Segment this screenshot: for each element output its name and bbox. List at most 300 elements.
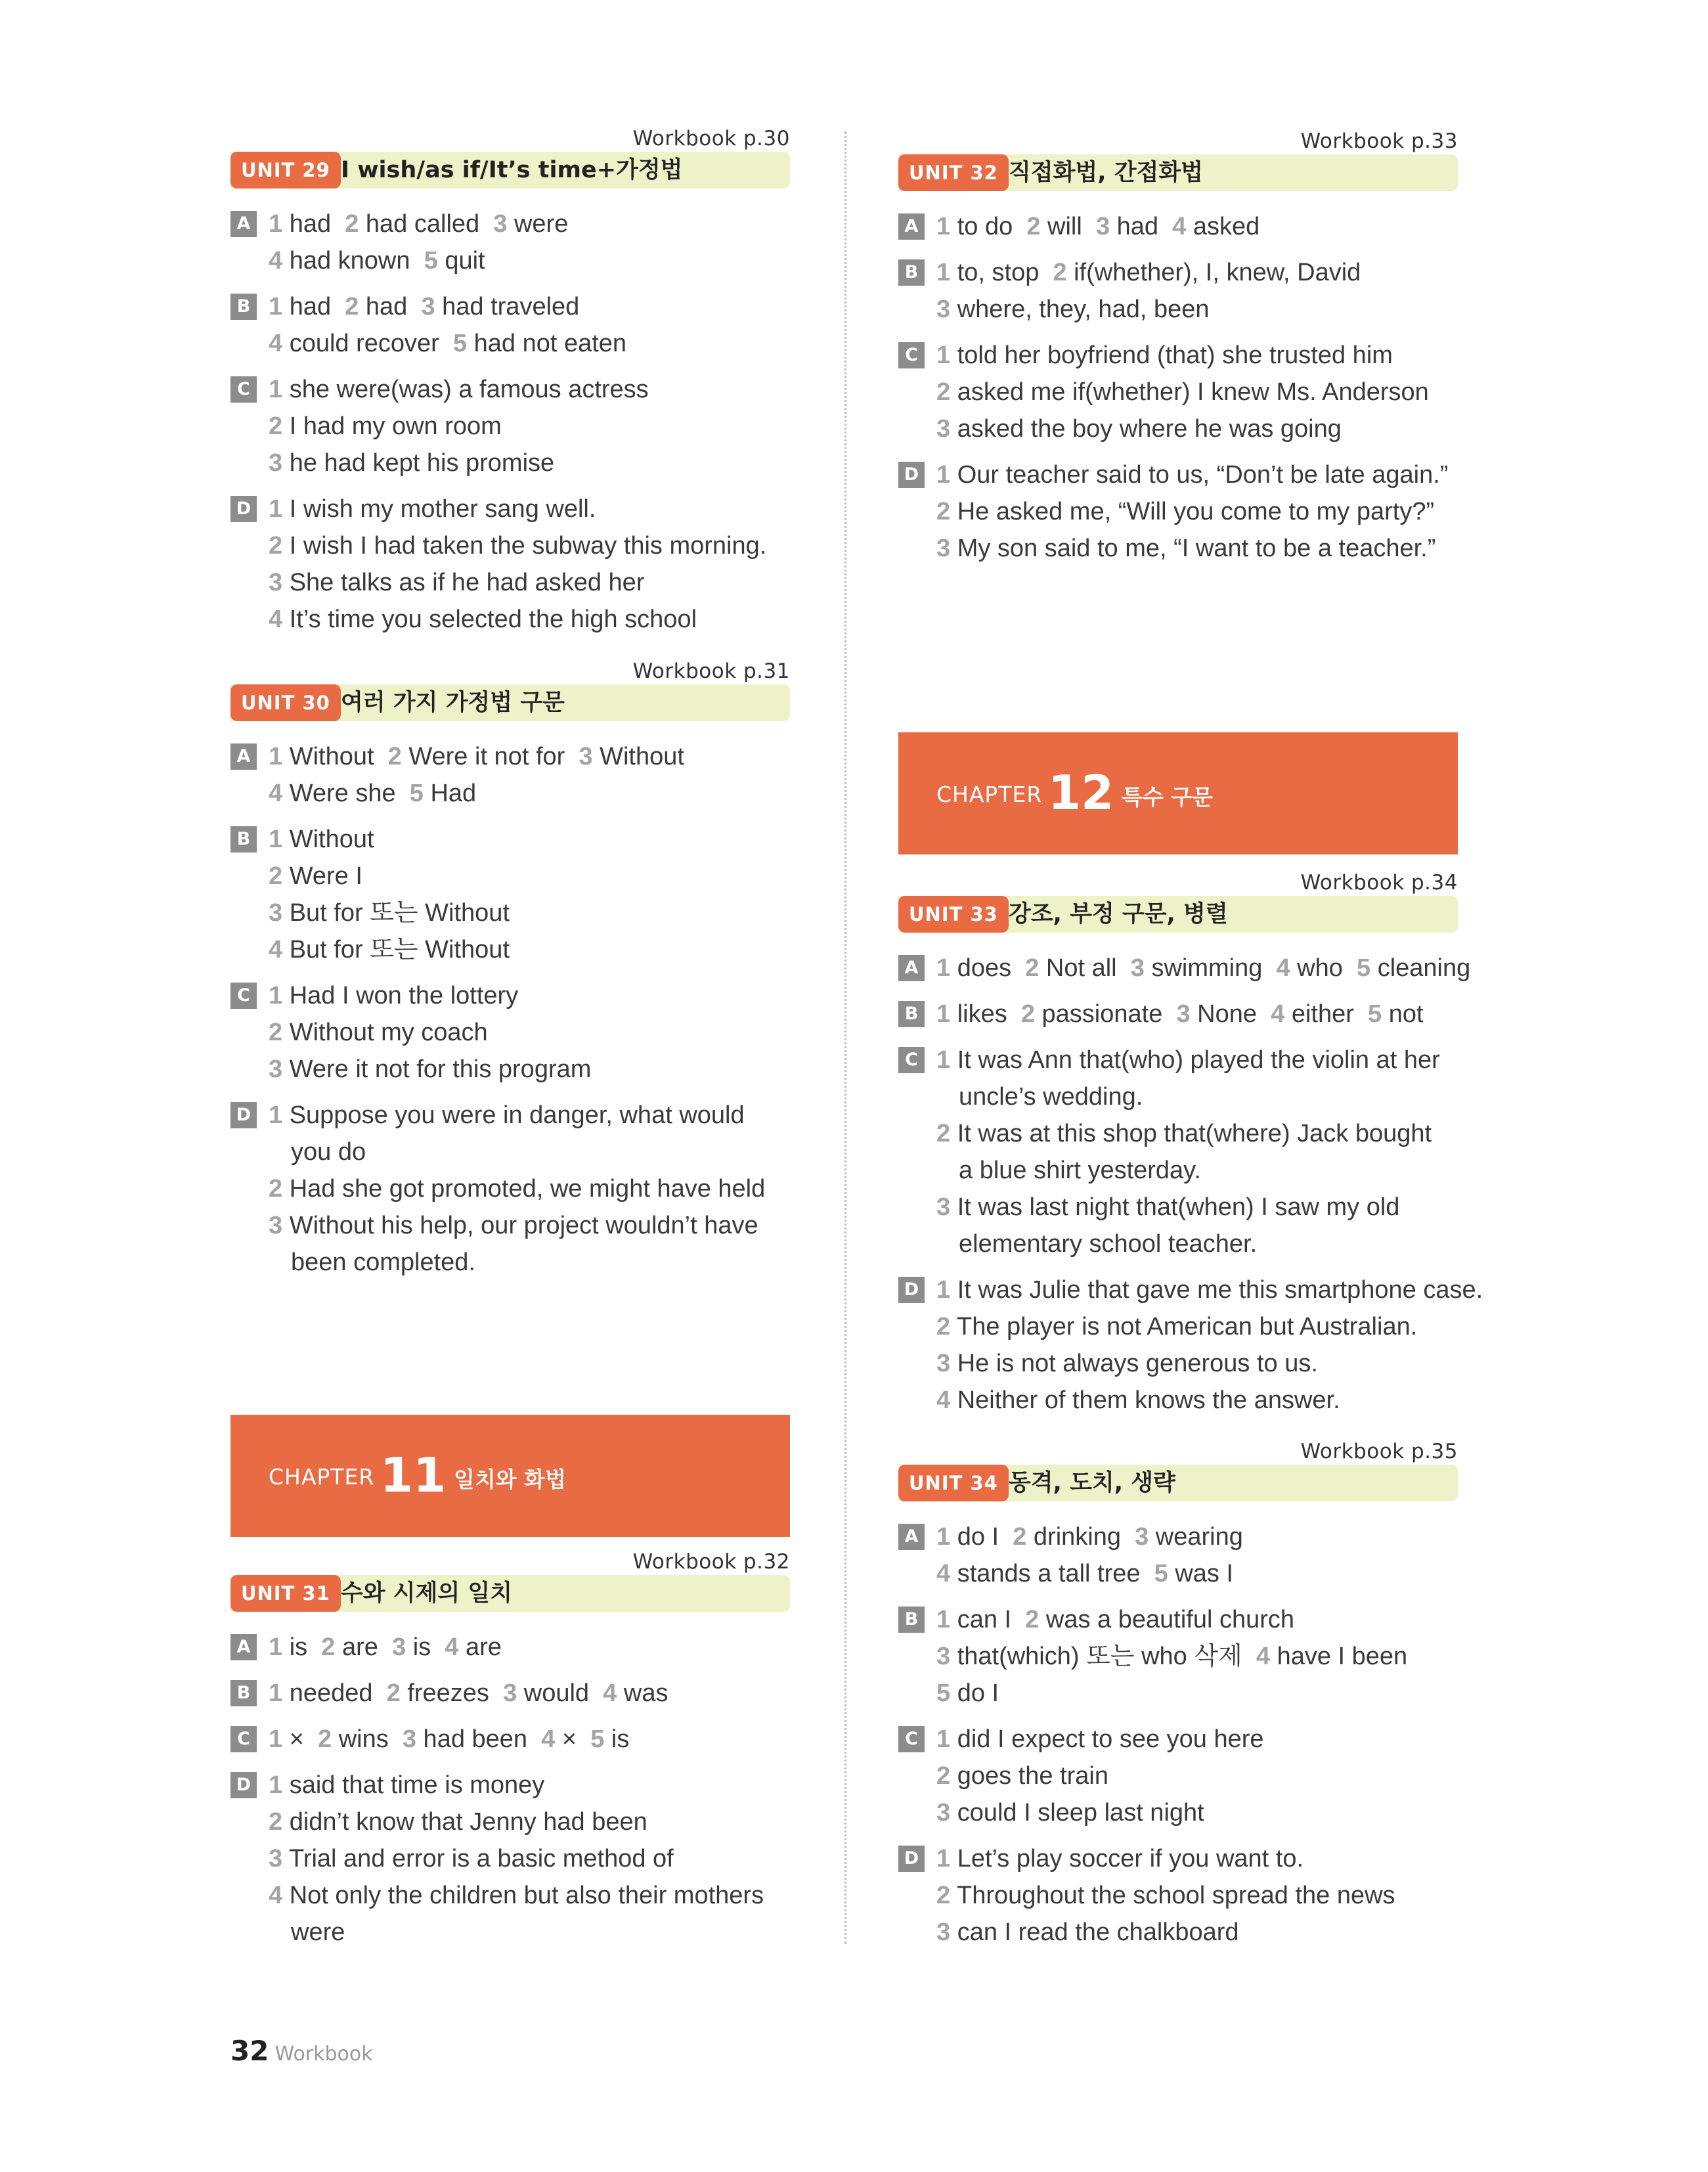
item-number: 1: [936, 213, 951, 240]
answer-line: [269, 569, 644, 596]
answer-text: had: [1110, 213, 1173, 240]
answer-text: It was at this shop that(where) Jack bought: [950, 1120, 1432, 1147]
answer-text: It was Julie that gave me this smartphone case.: [950, 1276, 1483, 1304]
item-number: 2: [345, 293, 359, 321]
answer-text: Without: [282, 743, 388, 770]
item-number: 2: [1025, 1606, 1040, 1633]
answer-text: asked: [1186, 213, 1260, 240]
chapter-banner: [230, 1415, 790, 1537]
answer-line: [936, 1846, 1303, 1872]
item-number: 4: [269, 330, 283, 357]
answer-text: will: [1040, 213, 1096, 240]
answer-text: Not only the children but also their mothers: [282, 1882, 764, 1909]
answer-text: asked the boy where he was going: [950, 415, 1342, 443]
answer-line: [269, 1882, 764, 1909]
answer-text: was a beautiful church: [1039, 1606, 1295, 1633]
item-number: 4: [603, 1679, 617, 1707]
answer-text: Were I: [282, 862, 362, 890]
answer-text: you do: [291, 1138, 366, 1166]
unit-tag: UNIT 30: [230, 684, 341, 721]
answer-text: are: [458, 1633, 502, 1661]
answer-line: [269, 937, 510, 963]
answer-line: [936, 342, 1393, 368]
answer-text: None: [1190, 1000, 1271, 1028]
answer-line: [936, 955, 1470, 981]
answer-text: Had I won the lottery: [282, 982, 519, 1009]
item-number: 3: [269, 899, 283, 927]
answer-line: [936, 1350, 1318, 1377]
answer-line: [936, 1387, 1340, 1413]
answer-line: [936, 499, 1434, 525]
answer-line: [936, 1680, 999, 1706]
item-number: 3: [392, 1633, 406, 1661]
item-number: 2: [936, 378, 951, 406]
answer-text: Throughout the school spread the news: [950, 1882, 1395, 1909]
answer-text: told her boyfriend (that) she trusted him: [950, 342, 1393, 369]
answer-text: It was last night that(when) I saw my old: [950, 1193, 1400, 1221]
answer-line: [936, 1726, 1264, 1752]
answer-text: is: [406, 1633, 445, 1661]
section-letter-badge: B: [898, 259, 925, 286]
section-letter-badge: A: [898, 1524, 925, 1550]
item-number: 3: [402, 1725, 416, 1753]
unit-tag: UNIT 32: [898, 154, 1009, 191]
item-number: 2: [936, 1120, 951, 1147]
answer-line: [269, 1846, 674, 1872]
answer-line: [269, 533, 766, 559]
unit-title: 직접화법, 간접화법: [1009, 160, 1203, 186]
answer-text: likes: [950, 1000, 1021, 1028]
item-number: 2: [269, 862, 283, 890]
item-number: 1: [936, 259, 951, 286]
item-number: 4: [1172, 213, 1187, 240]
answer-text: was I: [1168, 1560, 1234, 1587]
item-number: 4: [541, 1725, 556, 1753]
item-number: 2: [318, 1725, 332, 1753]
item-number: 1: [269, 376, 283, 403]
item-number: 3: [1130, 954, 1145, 982]
answer-line: [269, 1019, 488, 1046]
answer-line: [269, 376, 649, 403]
section-letter-badge: D: [230, 496, 257, 522]
page-footer: [230, 2035, 373, 2067]
chapter-banner: [898, 732, 1458, 854]
section-letter-badge: C: [230, 376, 257, 403]
unit-tag: UNIT 29: [230, 152, 341, 188]
answer-text: He asked me, “Will you come to my party?”: [950, 498, 1435, 525]
answer-text: ×: [555, 1725, 591, 1753]
answer-text: had been: [416, 1725, 542, 1753]
answer-line: [269, 743, 684, 770]
answer-text: had called: [359, 210, 494, 238]
unit-header: [898, 1465, 1458, 1501]
answer-text: wearing: [1149, 1523, 1243, 1551]
answer-text: Had: [423, 780, 477, 807]
answer-text: he had kept his promise: [282, 449, 555, 477]
workbook-page-ref: Workbook p.31: [632, 659, 790, 683]
answer-line: [936, 379, 1429, 405]
item-number: 3: [936, 1193, 951, 1221]
section-letter-badge: C: [230, 1726, 257, 1752]
answer-line: [269, 863, 362, 889]
section-letter-badge: B: [230, 826, 257, 853]
item-number: 3: [936, 1918, 951, 1946]
item-number: 1: [269, 495, 283, 523]
answer-line: [936, 1047, 1440, 1073]
answer-text: Neither of them knows the answer.: [950, 1386, 1340, 1414]
answer-text: drinking: [1026, 1523, 1135, 1551]
answer-text: swimming: [1144, 954, 1277, 982]
workbook-page-ref: Workbook p.35: [1300, 1440, 1458, 1463]
answer-text: have I been: [1270, 1643, 1408, 1670]
item-number: 5: [590, 1725, 605, 1753]
answer-text: could I sleep last night: [950, 1799, 1204, 1827]
chapter-number: 12: [1048, 765, 1114, 820]
brand-name: Workbook: [274, 2043, 373, 2066]
item-number: 5: [1357, 954, 1371, 982]
answer-text: are: [335, 1633, 393, 1661]
section-letter-badge: D: [230, 1102, 257, 1128]
answer-line: [936, 259, 1361, 286]
answer-text: is: [282, 1633, 322, 1661]
item-number: 3: [936, 1350, 951, 1377]
unit-title: 여러 가지 가정법 구문: [341, 690, 565, 716]
workbook-page-ref: Workbook p.32: [632, 1550, 790, 1574]
answer-text: Our teacher said to us, “Don’t be late again.”: [950, 461, 1449, 489]
item-number: 2: [936, 1762, 951, 1790]
section-letter-badge: D: [898, 1277, 925, 1303]
item-number: 1: [936, 954, 951, 982]
answer-text: Were she: [282, 780, 410, 807]
answer-text: had: [359, 293, 422, 321]
item-number: 2: [936, 1313, 951, 1341]
answer-text: uncle’s wedding.: [959, 1083, 1143, 1111]
item-number: 3: [936, 415, 951, 443]
answer-text: where, they, had, been: [950, 296, 1210, 323]
section-letter-badge: C: [230, 983, 257, 1009]
item-number: 4: [1256, 1643, 1271, 1670]
unit-header: [230, 684, 790, 721]
answer-text: not: [1382, 1000, 1424, 1028]
section-letter-badge: B: [898, 1607, 925, 1633]
item-number: 1: [269, 293, 283, 321]
answer-text: did I expect to see you here: [950, 1725, 1264, 1753]
item-number: 1: [936, 1606, 951, 1633]
answer-line: [936, 462, 1448, 488]
answer-text: I had my own room: [282, 412, 502, 440]
unit-tag: UNIT 34: [898, 1465, 1009, 1501]
unit-title: 강조, 부정 구문, 병렬: [1009, 901, 1228, 927]
item-number: 1: [269, 826, 283, 853]
item-number: 1: [936, 1276, 951, 1304]
item-number: 3: [579, 743, 593, 770]
answer-line: [269, 211, 568, 237]
item-number: 4: [445, 1633, 459, 1661]
item-number: 3: [1176, 1000, 1191, 1028]
answer-text: had traveled: [435, 293, 580, 321]
answer-text: quit: [437, 247, 485, 275]
answer-text: goes the train: [950, 1762, 1108, 1790]
item-number: 2: [1020, 1000, 1035, 1028]
answer-line: [291, 1139, 366, 1165]
item-number: 4: [936, 1560, 951, 1587]
chapter-title: 특수 구문: [1122, 784, 1214, 810]
answer-text: if(whether), I, knew, David: [1066, 259, 1361, 286]
chapter-label: CHAPTER: [936, 782, 1043, 807]
item-number: 3: [936, 1643, 951, 1670]
unit-title: 수와 시제의 일치: [341, 1580, 513, 1607]
item-number: 3: [936, 296, 951, 323]
answer-text: It’s time you selected the high school: [282, 606, 697, 633]
item-number: 3: [493, 210, 508, 238]
answer-text: Without: [282, 826, 374, 853]
section-letter-badge: C: [898, 342, 925, 368]
answer-text: I wish my mother sang well.: [282, 495, 596, 523]
item-number: 1: [269, 1771, 283, 1799]
answer-line: [291, 1249, 475, 1275]
item-number: 2: [387, 743, 402, 770]
answer-line: [291, 1919, 345, 1945]
answer-text: had: [282, 210, 345, 238]
item-number: 1: [269, 743, 283, 770]
answer-text: said that time is money: [282, 1771, 545, 1799]
answer-text: to do: [950, 213, 1027, 240]
item-number: 1: [936, 1845, 951, 1873]
answer-line: [269, 294, 579, 320]
item-number: 3: [936, 1799, 951, 1827]
answer-text: who: [1290, 954, 1357, 982]
answer-line: [269, 1772, 544, 1798]
answer-line: [269, 826, 374, 853]
answer-line: [269, 413, 502, 439]
item-number: 5: [936, 1679, 951, 1707]
answer-text: would: [517, 1679, 603, 1707]
unit-tag: UNIT 33: [898, 896, 1009, 933]
answer-text: was: [617, 1679, 668, 1707]
answer-line: [936, 1643, 1407, 1670]
unit-header: [898, 154, 1458, 191]
answer-text: Let’s play soccer if you want to.: [950, 1845, 1304, 1873]
answer-text: ×: [282, 1725, 318, 1753]
item-number: 1: [936, 342, 951, 369]
answer-line: [269, 1102, 745, 1128]
section-letter-badge: D: [898, 1846, 925, 1872]
answer-text: do I: [950, 1679, 999, 1707]
unit-header: [230, 1575, 790, 1612]
item-number: 3: [421, 293, 435, 321]
item-number: 1: [269, 1725, 283, 1753]
answer-line: [959, 1231, 1257, 1257]
answer-line: [269, 983, 518, 1009]
item-number: 2: [936, 498, 951, 525]
chapter-label: CHAPTER: [269, 1464, 375, 1490]
section-letter-badge: A: [898, 213, 925, 240]
item-number: 1: [936, 1523, 951, 1551]
item-number: 5: [1154, 1560, 1168, 1587]
answer-text: been completed.: [291, 1249, 475, 1276]
section-letter-badge: B: [230, 294, 257, 320]
answer-line: [936, 296, 1209, 322]
item-number: 2: [321, 1633, 336, 1661]
answer-text: passionate: [1034, 1000, 1177, 1028]
answer-line: [936, 1800, 1204, 1826]
answer-line: [269, 1809, 647, 1835]
answer-text: Without: [592, 743, 684, 770]
answer-line: [936, 213, 1259, 240]
answer-line: [936, 1277, 1483, 1303]
answer-text: either: [1284, 1000, 1369, 1028]
item-number: 4: [269, 606, 283, 633]
item-number: 2: [345, 210, 359, 238]
item-number: 5: [424, 247, 438, 275]
item-number: 1: [269, 210, 283, 238]
answer-line: [936, 1607, 1294, 1633]
section-letter-badge: A: [230, 1634, 257, 1660]
item-number: 4: [936, 1386, 951, 1414]
item-number: 2: [269, 532, 283, 560]
item-number: 1: [936, 1046, 951, 1074]
answer-text: Trial and error is a basic method of: [282, 1845, 674, 1873]
answer-line: [936, 1001, 1424, 1027]
answer-text: stands a tall tree: [950, 1560, 1154, 1587]
answer-text: But for 또는 Without: [282, 899, 510, 927]
answer-text: can I read the chalkboard: [950, 1918, 1239, 1946]
answer-line: [269, 780, 476, 807]
answer-text: could recover: [282, 330, 453, 357]
answer-line: [936, 1919, 1239, 1945]
item-number: 2: [936, 1882, 951, 1909]
answer-line: [936, 1314, 1417, 1340]
answer-line: [959, 1084, 1143, 1110]
chapter-number: 11: [380, 1448, 447, 1503]
section-letter-badge: D: [898, 462, 925, 488]
answer-line: [269, 1056, 591, 1082]
column-divider: [844, 131, 846, 1944]
answer-line: [959, 1157, 1201, 1184]
answer-text: elementary school teacher.: [959, 1230, 1258, 1258]
answer-line: [936, 1524, 1243, 1550]
answer-line: [269, 1726, 629, 1752]
item-number: 3: [1095, 213, 1110, 240]
answer-text: It was Ann that(who) played the violin at her: [950, 1046, 1440, 1074]
item-number: 3: [269, 1055, 283, 1083]
unit-header: [230, 152, 790, 188]
answer-text: needed: [282, 1679, 387, 1707]
answer-line: [936, 535, 1435, 562]
chapter-title: 일치와 화법: [454, 1467, 566, 1492]
item-number: 5: [452, 330, 468, 357]
item-number: 2: [269, 1808, 283, 1836]
item-number: 3: [936, 535, 951, 562]
answer-line: [269, 248, 485, 274]
answer-text: didn’t know that Jenny had been: [282, 1808, 647, 1836]
answer-text: But for 또는 Without: [282, 936, 510, 964]
item-number: 1: [269, 1679, 283, 1707]
answer-text: cleaning: [1370, 954, 1471, 982]
answer-text: My son said to me, “I want to be a teacher.”: [950, 535, 1436, 562]
item-number: 2: [1053, 259, 1067, 286]
unit-header: [898, 896, 1458, 933]
unit-tag: UNIT 31: [230, 1575, 341, 1612]
unit-title: I wish/as if/It’s time+가정법: [341, 157, 683, 183]
item-number: 3: [269, 1212, 283, 1239]
answer-text: had: [282, 293, 345, 321]
answer-text: wins: [332, 1725, 403, 1753]
section-letter-badge: A: [230, 743, 257, 770]
answer-text: Without his help, our project wouldn’t have: [282, 1212, 758, 1239]
answer-line: [936, 1561, 1233, 1587]
answer-text: Suppose you were in danger, what would: [282, 1101, 745, 1129]
item-number: 3: [269, 1845, 283, 1873]
section-letter-badge: B: [898, 1001, 925, 1027]
answer-text: to, stop: [950, 259, 1053, 286]
answer-line: [936, 1194, 1399, 1220]
item-number: 3: [1135, 1523, 1149, 1551]
answer-text: were: [507, 210, 569, 238]
answer-text: freezes: [400, 1679, 504, 1707]
item-number: 2: [1025, 954, 1040, 982]
answer-text: The player is not American but Australian.: [950, 1313, 1418, 1341]
section-letter-badge: B: [230, 1680, 257, 1706]
answer-text: she were(was) a famous actress: [282, 376, 649, 403]
item-number: 1: [936, 461, 951, 489]
answer-text: does: [950, 954, 1026, 982]
workbook-page-ref: Workbook p.34: [1300, 871, 1458, 895]
answer-line: [269, 1634, 502, 1660]
item-number: 5: [409, 780, 424, 807]
item-number: 2: [269, 412, 283, 440]
section-letter-badge: A: [230, 211, 257, 237]
answer-text: is: [604, 1725, 630, 1753]
item-number: 1: [936, 1725, 951, 1753]
item-number: 3: [503, 1679, 517, 1707]
answer-line: [936, 416, 1342, 442]
item-number: 1: [269, 1101, 283, 1129]
answer-text: had not eaten: [467, 330, 627, 357]
item-number: 4: [269, 780, 283, 807]
unit-title: 동격, 도치, 생략: [1009, 1470, 1175, 1496]
item-number: 2: [269, 1019, 283, 1046]
answer-text: had known: [282, 247, 424, 275]
item-number: 3: [269, 449, 283, 477]
item-number: 1: [936, 1000, 951, 1028]
answer-line: [269, 1176, 765, 1202]
section-letter-badge: C: [898, 1047, 925, 1073]
answer-text: that(which) 또는 who 삭제: [950, 1643, 1256, 1670]
item-number: 4: [269, 1882, 283, 1909]
item-number: 4: [269, 247, 283, 275]
answer-text: were: [291, 1918, 345, 1946]
item-number: 2: [1026, 213, 1041, 240]
section-letter-badge: A: [898, 955, 925, 981]
answer-text: Were it not for this program: [282, 1055, 592, 1083]
item-number: 3: [269, 569, 283, 596]
item-number: 4: [269, 936, 283, 964]
answer-line: [936, 1882, 1395, 1909]
answer-line: [269, 450, 554, 476]
item-number: 1: [269, 982, 283, 1009]
answer-text: He is not always generous to us.: [950, 1350, 1318, 1377]
workbook-page-ref: Workbook p.33: [1300, 129, 1458, 153]
answer-line: [269, 606, 697, 632]
answer-text: do I: [950, 1523, 1013, 1551]
item-number: 4: [1276, 954, 1290, 982]
answer-line: [936, 1120, 1432, 1147]
item-number: 4: [1271, 1000, 1285, 1028]
item-number: 2: [386, 1679, 401, 1707]
answer-line: [269, 1212, 758, 1239]
item-number: 2: [269, 1175, 283, 1203]
